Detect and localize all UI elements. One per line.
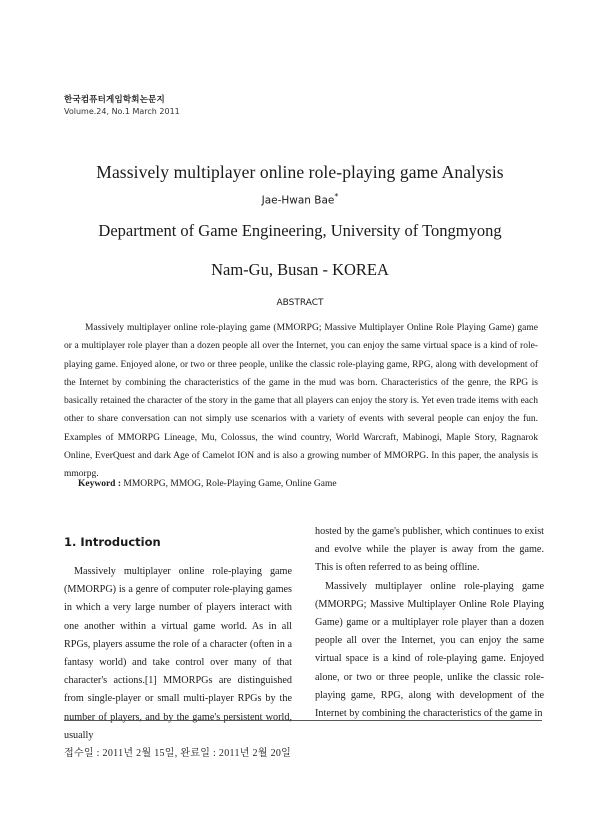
keywords-line [78,479,337,489]
journal-volume: Volume.24, No.1 March 2011 [64,107,180,116]
received-date-footnote: 접수일 : 2011년 2월 15일, 완료일 : 2011년 2월 20일 [64,748,292,759]
intro-paragraph-left: Massively multiplayer online role-playing game (MMORPG) is a genre of computer role-playing games in which a very large number of players interact with one another within a virtual game world. As in all RPGs, players assume the role of a character (often in a fantasy world) and take control over many of that character's actions.[1] MMORPGs are distinguished from single-player or small multi-player RPGs by the number of players, and by the game's persistent world, usually [64,566,292,741]
keywords-values: MMORPG, MMOG, Role-Playing Game, Online Game [123,479,337,489]
intro-paragraph-right-continued: hosted by the game's publisher, which continues to exist and evolve while the player is away from the game. This is often referred to as being offline. [315,526,544,574]
author-footnote-mark: * [334,192,339,201]
footnote-divider [64,720,542,721]
paper-author-line [0,192,600,207]
journal-name: 한국컴퓨터게임학회논문지 [64,95,165,105]
paper-title: Massively multiplayer online role-playing game Analysis [96,162,504,182]
abstract-heading: ABSTRACT [276,298,324,308]
intro-paragraph-right-second: Massively multiplayer online role-playing game (MMORPG; Massive Multiplayer Online Role Playing Game) game or a multiplayer role player than a dozen people all over the Internet, you can enjoy the same virtual space is a kind of role-playing game. Enjoyed alone, or two or three people, unlike the classic role-playing game, RPG, along with development of the Internet by combining the characteristics of the game in [315,580,544,720]
abstract-body: Massively multiplayer online role-playing game (MMORPG; Massive Multiplayer Online Role Playing Game) game or a multiplayer role player than a dozen people all over the Internet, you can enjoy the same virtual space is a kind of role-playing game. Enjoyed alone, or two or three people, unlike the classic role-playing game, RPG, along with development of the Internet by combining the characteristics of the game in the mud was born. Characteristics of the genre, the RPG is basically retained the character of the story in the game that all players can enjoy the story is. Yet even trade items with each other to share conversation can not simply use scenarios with a variety of events with several people can enjoy the fun. Examples of MMORPG Lineage, Mu, Colossus, the wind country, World Warcraft, Mabinogi, Maple Story, Ragnarok Online, EverQuest and dark Age of Camelot ION and is also a growing number of MMORPG. In this paper, the analysis is mmorpg. [64,323,538,480]
paper-affiliation: Department of Game Engineering, University of Tongmyong [98,221,502,240]
left-column [64,535,292,745]
right-column [315,523,544,723]
paper-author: Jae-Hwan Bae [261,194,335,207]
keywords-label: Keyword : [78,479,122,489]
section-heading-introduction: 1. Introduction [64,535,161,549]
journal-header [64,95,180,117]
paper-location: Nam-Gu, Busan - KOREA [211,260,389,279]
